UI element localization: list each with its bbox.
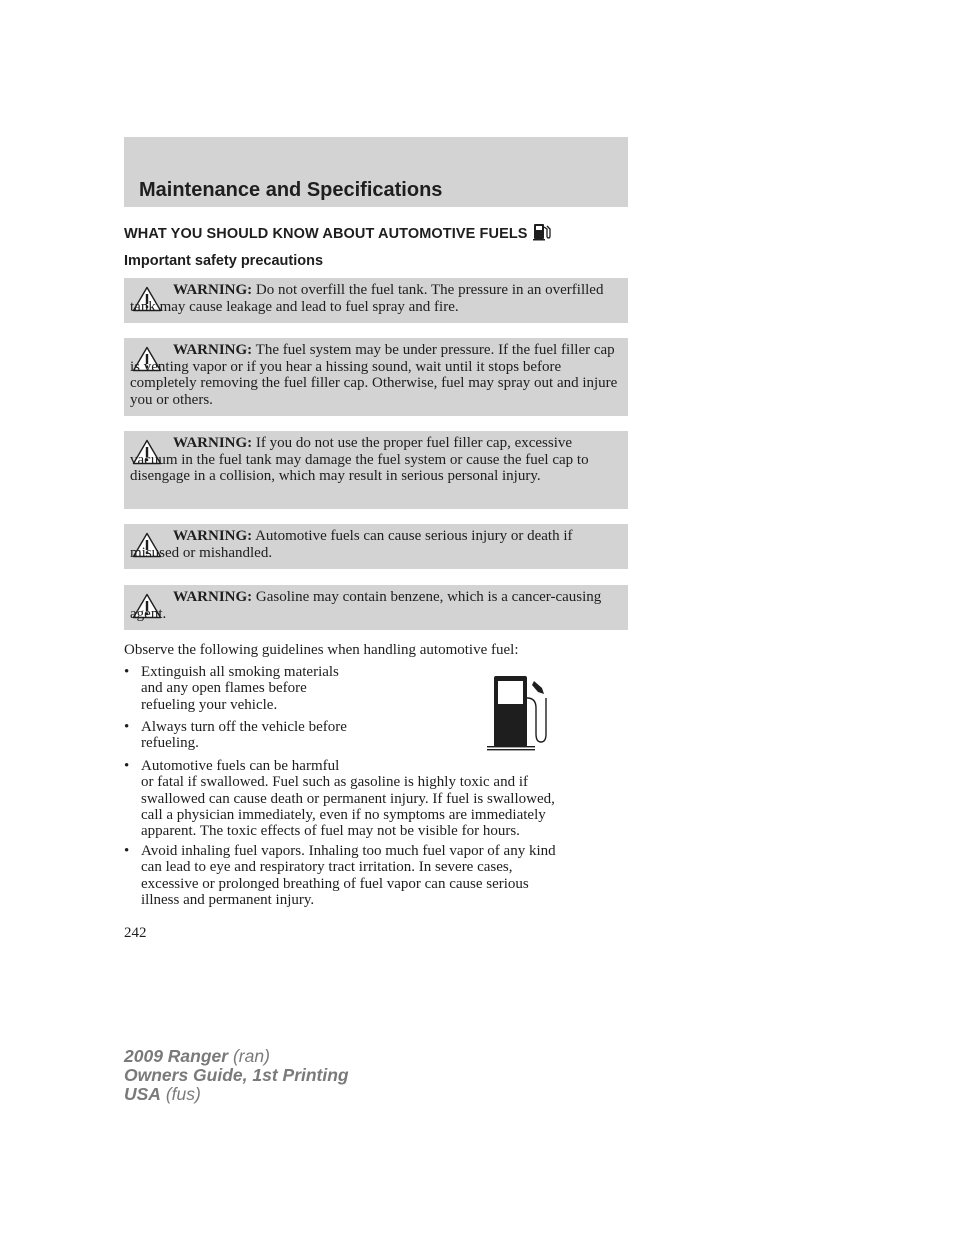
warning-box bbox=[124, 278, 628, 323]
warning-box bbox=[124, 338, 628, 416]
bullet-dot: • bbox=[124, 664, 130, 680]
footer-line bbox=[124, 1066, 349, 1085]
list-item-line: call a physician immediately, even if no symptoms are immediately bbox=[141, 806, 546, 823]
warning-text bbox=[130, 282, 622, 315]
footer-market: USA bbox=[124, 1084, 161, 1104]
list-item-text bbox=[141, 758, 555, 839]
warning-box bbox=[124, 524, 628, 569]
subheading: Important safety precautions bbox=[124, 253, 324, 269]
list-item-line: and any open flames before bbox=[141, 680, 307, 697]
list-item-line: excessive or prolonged breathing of fuel vapor can cause serious bbox=[141, 875, 529, 892]
warning-label: WARNING: bbox=[173, 282, 253, 298]
footer-model-code: (ran) bbox=[228, 1046, 270, 1066]
warning-body: If you do not use the proper fuel filler cap, excessive vacuum in the fuel tank may damage the fuel system or cause the fuel cap to disengage in a collision, which may result in serious personal injury. bbox=[130, 435, 589, 484]
warning-label: WARNING: bbox=[173, 435, 253, 451]
list-item-line: refueling your vehicle. bbox=[141, 696, 278, 713]
list-item-text bbox=[141, 719, 347, 752]
warning-box bbox=[124, 585, 628, 630]
warning-box bbox=[124, 431, 628, 509]
list-item-line: illness and permanent injury. bbox=[141, 891, 315, 908]
list-item-line: Automotive fuels can be harmful bbox=[141, 758, 340, 774]
document-footer bbox=[124, 1047, 349, 1104]
list-item-line: Always turn off the vehicle before bbox=[141, 719, 347, 735]
warning-label: WARNING: bbox=[173, 528, 253, 544]
warning-body: Automotive fuels can cause serious injury or death if misused or mishandled. bbox=[130, 528, 573, 561]
warning-body: The fuel system may be under pressure. If the fuel filler cap is venting vapor or if you hear a hissing sound, wait until it stops before completely removing the fuel filler cap. Otherwise, fuel may spray out and injure you or others. bbox=[130, 342, 618, 408]
list-item bbox=[124, 719, 347, 752]
bullet-dot: • bbox=[124, 758, 130, 774]
list-item-line: swallowed can cause death or permanent injury. If fuel is swallowed, bbox=[141, 790, 555, 807]
list-item-line: refueling. bbox=[141, 735, 199, 752]
fuel-pump-icon bbox=[533, 222, 551, 245]
page-heading bbox=[124, 222, 551, 245]
intro-paragraph: Observe the following guidelines when handling automotive fuel: bbox=[124, 642, 519, 658]
footer-model: 2009 Ranger bbox=[124, 1046, 229, 1066]
list-item-line: Avoid inhaling fuel vapors. Inhaling too much fuel vapor of any kind bbox=[141, 843, 556, 859]
list-item bbox=[124, 664, 339, 713]
list-item-text bbox=[141, 843, 556, 908]
footer-line bbox=[124, 1085, 349, 1104]
list-item-line: Extinguish all smoking materials bbox=[141, 664, 339, 680]
warning-body: Gasoline may contain benzene, which is a cancer-causing agent. bbox=[130, 589, 602, 622]
warning-body: Do not overfill the fuel tank. The pressure in an overfilled tank may cause leakage and lead to fuel spray and fire. bbox=[130, 282, 604, 315]
bullet-dot: • bbox=[124, 843, 130, 859]
bullet-dot: • bbox=[124, 719, 130, 735]
list-item-text bbox=[141, 664, 339, 713]
section-header-band bbox=[124, 137, 628, 207]
list-item bbox=[124, 758, 555, 839]
warning-text bbox=[130, 435, 622, 485]
list-item-line: apparent. The toxic effects of fuel may not be visible for hours. bbox=[141, 823, 520, 840]
list-item-line: or fatal if swallowed. Fuel such as gasoline is highly toxic and if bbox=[141, 774, 529, 791]
footer-market-code: (fus) bbox=[160, 1084, 201, 1104]
list-item-line: can lead to eye and respiratory tract irritation. In severe cases, bbox=[141, 859, 513, 876]
warning-text bbox=[130, 342, 622, 408]
page-number: 242 bbox=[124, 925, 147, 941]
warning-label: WARNING: bbox=[173, 589, 253, 605]
warning-text bbox=[130, 589, 622, 622]
heading-text: WHAT YOU SHOULD KNOW ABOUT AUTOMOTIVE FUELS bbox=[124, 225, 528, 242]
warning-text bbox=[130, 528, 622, 561]
section-title: Maintenance and Specifications bbox=[139, 179, 443, 201]
footer-guide: Owners Guide, 1st Printing bbox=[124, 1065, 349, 1085]
warning-label: WARNING: bbox=[173, 342, 253, 358]
list-item bbox=[124, 843, 556, 908]
fuel-pump-icon bbox=[486, 676, 548, 751]
footer-line bbox=[124, 1047, 349, 1066]
